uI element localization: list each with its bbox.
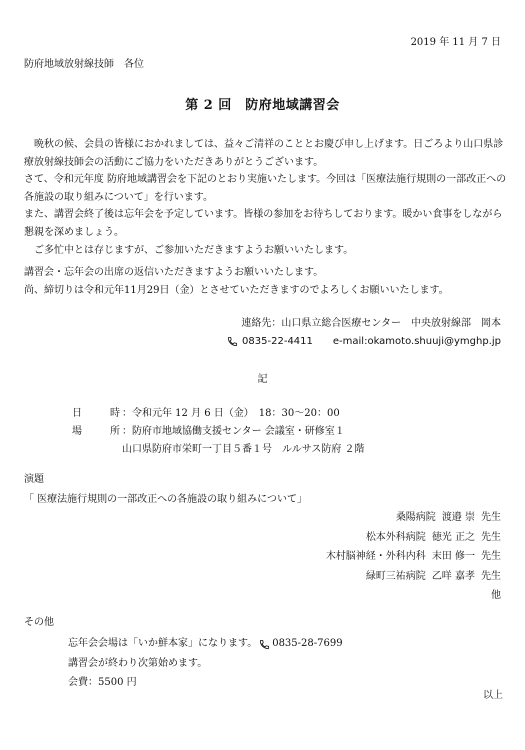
presenter-hospital: 木村脳神経・外科内科 [325, 551, 426, 563]
reply-line: 講習会・忘年会の出席の返信いただきますようお願いいたします。 [24, 267, 324, 278]
date-value: ：令和元年 12 月 6 日（金） 18：30〜20：00 [122, 408, 340, 419]
place-row [72, 423, 365, 441]
body-paragraph: ご多忙中とは存じますが、ご参加いただきますようお願いいたします。 [24, 244, 354, 256]
lecture-heading: 演題 [24, 474, 44, 485]
reply-request [24, 264, 449, 300]
body-paragraph: さて、令和元年度 防府地域講習会を下記のとおり実施いたします。今回は「医療法施行規則の一部改正への各施設の取り組みについて」を行います。 [24, 174, 507, 203]
document-title: 第 2 回 防府地域講習会 [185, 98, 340, 113]
presenter-honorific: 先生 [481, 551, 501, 563]
party-venue: 忘年会会場は「いか鮮本家」になります。 [68, 638, 258, 649]
reply-line: 尚、締切りは令和元年11月29日（金）とさせていただきますのでよろしくお願いいたします。 [24, 285, 449, 296]
lecture-title: 「 医療法施行規則の一部改正への各施設の取り組みについて」 [24, 494, 307, 505]
contact-tel: 0835-22-4411 [242, 336, 313, 347]
other-heading: その他 [24, 617, 54, 628]
party-tel: 0835-28-7699 [272, 638, 343, 649]
date-row [72, 405, 365, 423]
party-venue-row [68, 634, 343, 654]
addressee: 防府地域放射線技師 各位 [24, 59, 144, 70]
presenter-others: 他 [491, 590, 501, 602]
contact-line: 連絡先：山口県立総合医療センター 中央放射線部 岡本 [241, 318, 501, 329]
presenter-row [326, 508, 501, 528]
phone-icon [227, 336, 238, 347]
presenter-list [326, 508, 501, 606]
presenter-name: 徳光 正之 [431, 531, 475, 543]
presenter-hospital: 松本外科病院 [365, 531, 426, 543]
presenter-hospital: 緑町三祐病院 [365, 570, 426, 582]
contact-email: e-mail:okamoto.shuuji@ymghp.jp [332, 336, 501, 347]
date-label: 日 時 [72, 408, 120, 419]
place-value: ：防府市地域協働支援センター 会議室・研修室１ [122, 426, 345, 437]
body-paragraph: また、講習会終了後は忘年会を予定しています。皆様の参加をお待ちしております。暖かい食事をしながら懇親を深めましょう。 [24, 209, 503, 238]
presenter-hospital: 桑陽病院 [395, 512, 436, 523]
place-label: 場 所 [72, 426, 120, 437]
contact-tel-email [227, 336, 501, 347]
fee: 会費：5500 円 [68, 677, 137, 688]
place-address: 山口県防府市栄町一丁目５番１号 ルルサス防府 ２階 [122, 444, 365, 455]
presenter-honorific: 先生 [481, 531, 501, 543]
presenter-row [326, 567, 501, 587]
presenter-name: 末田 修一 [431, 551, 475, 563]
presenter-row [326, 547, 501, 567]
start-note: 講習会が終わり次第始めます。 [68, 657, 208, 669]
ki-heading: 記 [257, 374, 268, 385]
presenter-name: 渡邉 崇 [441, 512, 475, 523]
presenter-honorific: 先生 [481, 570, 501, 582]
body-paragraph: 晩秋の候、会員の皆様におかれましては、益々ご清祥のこととお慶び申し上げます。日ごろより山口県診療放射線技師会の活動にご協力をいただきありがとうございます。 [24, 139, 504, 168]
body-text [24, 136, 510, 259]
presenter-honorific: 先生 [481, 512, 501, 523]
presenter-name: 乙咩 嘉孝 [431, 570, 475, 582]
other-details [68, 634, 343, 693]
event-info [72, 405, 365, 459]
closing: 以上 [483, 690, 503, 701]
document-date: 2019 年 11 月 7 日 [410, 37, 501, 48]
presenter-row [326, 528, 501, 548]
phone-icon [259, 638, 270, 649]
